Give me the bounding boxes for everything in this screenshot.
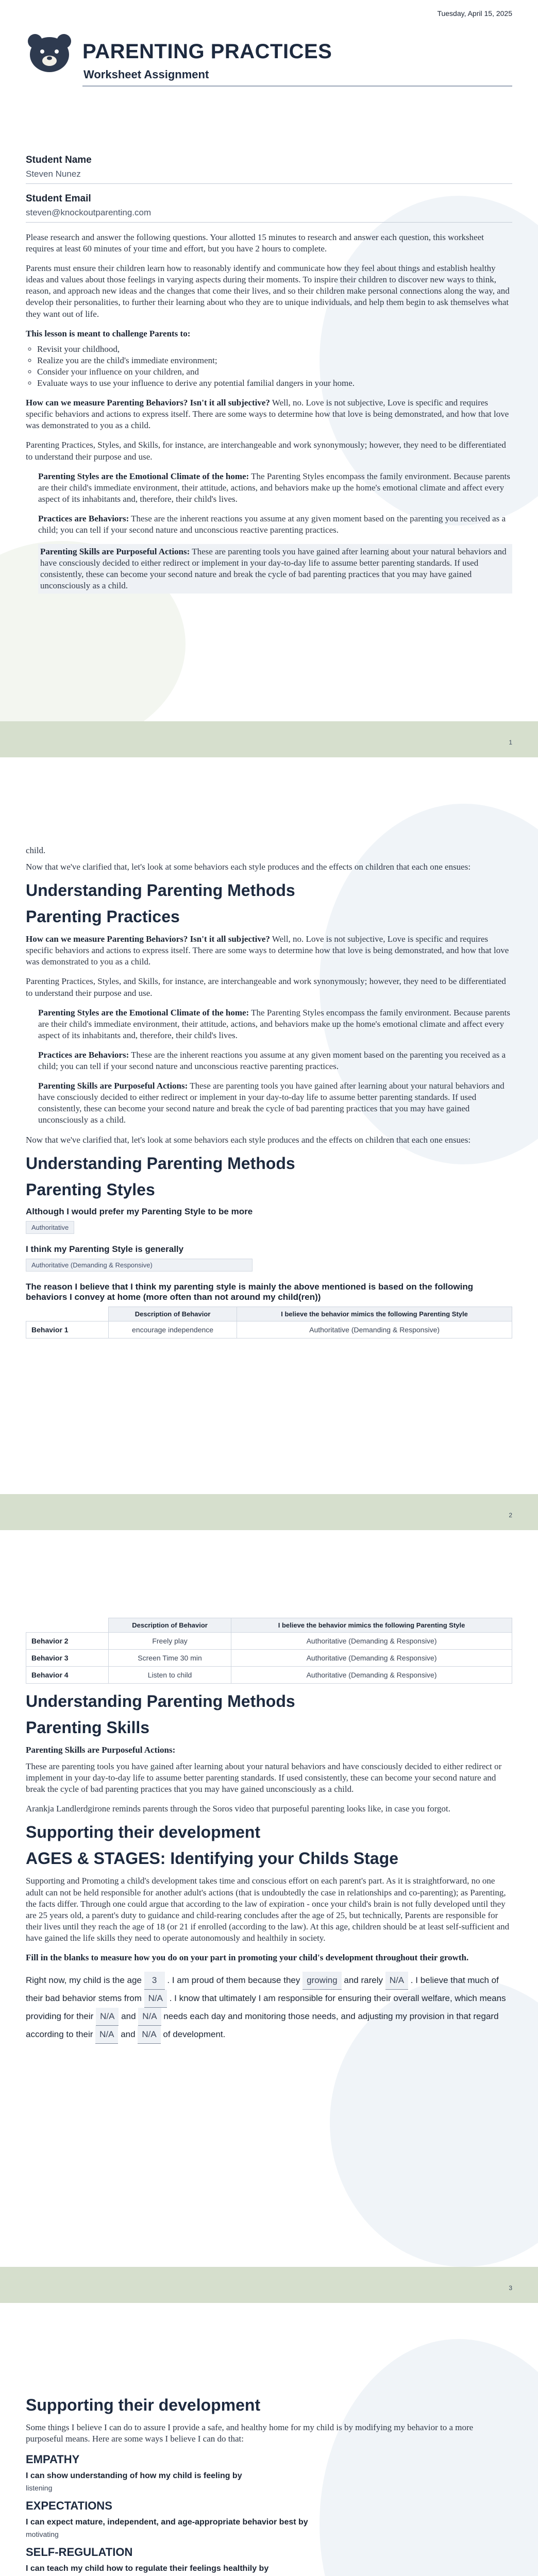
- behavior-table: [26, 1618, 512, 1684]
- student-name-field[interactable]: Steven Nunez: [26, 166, 512, 184]
- title-divider: [82, 86, 512, 87]
- measure-paragraph: [26, 397, 512, 431]
- fill-text: . I know that ultimately I am responsible for ensuring their overall welfare, which means providing for their: [26, 1993, 506, 2022]
- behavior-table: [26, 1307, 512, 1338]
- list-item: ◦ Revisit your childhood,: [37, 344, 512, 355]
- page-3-content: [26, 1618, 512, 2044]
- styles-definition: The Parenting Styles encompass the family environment. Because parents are their child's immediate environment, their attitude, actions, and behaviors make up the home's emotional climate and affect every aspect of its inhabitants and, therefore, their child's lives.: [38, 471, 510, 504]
- bad-behavior-source-blank[interactable]: N/A: [144, 1990, 167, 2008]
- bear-logo-icon: [24, 31, 75, 73]
- practices-definition: These are the inherent reactions you assume at any given moment based on the parenting you received as a child; you can tell if your second nature and unconscious reactive parenting practices.: [38, 1049, 506, 1072]
- page-2: [0, 762, 538, 1530]
- measure-answer: Well, no. Love is not subjective, Love is specific and requires specific behaviors and actions to express itself. There are some ways to determine how that love is being demonstrated, and how that love was demonstrated to you as a child.: [26, 398, 509, 431]
- behavior-description-cell[interactable]: Screen Time 30 min: [109, 1650, 231, 1667]
- practices-definition: These are the inherent reactions you assume at any given moment based on the parenting you received as a child; you can tell if your second nature and unconscious reactive parenting practices.: [38, 513, 506, 535]
- question-label: I can expect mature, independent, and age-appropriate behavior best by: [26, 2518, 308, 2527]
- recap-paragraph: Now that we've clarified that, let's look at some behaviors each style produces and the effects on children that each one ensues:: [26, 1134, 471, 1145]
- page-subtitle: Worksheet Assignment: [83, 68, 209, 81]
- column-header: Description of Behavior: [109, 1307, 237, 1321]
- section-heading: Parenting Practices: [26, 907, 180, 926]
- list-item: ◦ Realize you are the child's immediate environment;: [37, 355, 512, 366]
- fill-text: needs each day and monitoring those needs, and adjusting my provision in that regard according to their: [26, 2011, 499, 2040]
- page-number: 2: [509, 1512, 512, 1519]
- section-heading: Supporting their development: [26, 2396, 261, 2414]
- question-label: Although I would prefer my Parenting Style to be more: [26, 1206, 253, 1216]
- page-2-content: [26, 845, 512, 1347]
- fill-in-paragraph: [26, 1972, 512, 2044]
- page-4: [0, 2308, 538, 2576]
- practices-term: Practices are Behaviors:: [38, 1049, 129, 1060]
- list-item: ◦ Evaluate ways to use your influence to derive any potential familial dangers in your home.: [37, 378, 512, 389]
- preferred-style-field[interactable]: Authoritative: [26, 1221, 74, 1234]
- parenting-style-cell[interactable]: Authoritative (Demanding & Responsive): [237, 1321, 512, 1338]
- fill-text: and rarely: [344, 1975, 383, 1986]
- child-age-blank[interactable]: 3: [144, 1972, 165, 1990]
- question-label: I think my Parenting Style is generally: [26, 1244, 184, 1254]
- answer-field[interactable]: motivating: [26, 2530, 59, 2539]
- student-email-label: Student Email: [26, 193, 91, 204]
- parenting-style-cell[interactable]: Authoritative (Demanding & Responsive): [231, 1633, 512, 1650]
- skills-term: Parenting Skills are Purposeful Actions:: [40, 547, 190, 557]
- row-label: Behavior 2: [26, 1633, 109, 1650]
- behavior-description-cell[interactable]: Freely play: [109, 1633, 231, 1650]
- ages-paragraph: Supporting and Promoting a child's development takes time and conscious effort on each parent's part. As it is straightforward, no one adult can not be held responsible for another adult's actions (that is undoubtedly the case in relationships and co-parenting); as Parenting, the facts differ. Through one could argue that according to the law of expiration - once your child's brain is not fully developed until they are 25 years old, a parent's duty to guidance and child-rearing concludes after the age of 25, but technically, Parents are responsible for their lives until they reach the age of 18 (or 21 if enrolled (according to the law). At this age, children should be at least self-sufficient and have gained the life skills they need to operate autonomously and healthily in society.: [26, 1876, 510, 1943]
- page-band: [0, 721, 538, 757]
- answer-field[interactable]: listening: [26, 2484, 53, 2493]
- skills-definition: These are parenting tools you have gained after learning about your natural behaviors and have consciously decided to either redirect or implement in your day-to-day life to assume better parenting standards. If used consistently, these can become your second nature and break the cycle of bad parenting practices that you may have gained unconsciously as a child.: [40, 547, 507, 591]
- section-heading: Supporting their development: [26, 1823, 261, 1842]
- video-note: Arankja Landlerdgirone reminds parents through the Soros video that purposeful parenting looks like, in case you forgot.: [26, 1804, 450, 1814]
- subsection-heading: EMPATHY: [26, 2453, 80, 2466]
- page-band: [0, 2267, 538, 2303]
- section-heading: AGES & STAGES: Identifying your Childs Stage: [26, 1849, 399, 1868]
- page-band: [0, 1494, 538, 1530]
- styles-paragraph: [38, 471, 512, 505]
- column-header: Description of Behavior: [109, 1618, 231, 1633]
- needs-blank-2[interactable]: N/A: [138, 2008, 161, 2026]
- question-label: The reason I believe that I think my parenting style is mainly the above mentioned is based on the following behaviors I convey at home (more often than not around my child(ren)): [26, 1281, 474, 1302]
- styles-term: Parenting Styles are the Emotional Climate of the home:: [38, 1007, 249, 1018]
- current-style-field[interactable]: Authoritative (Demanding & Responsive): [26, 1259, 253, 1272]
- styles-paragraph: [38, 1007, 512, 1041]
- rarely-blank[interactable]: N/A: [385, 1972, 408, 1990]
- intro-paragraph: Parents must ensure their children learn how to reasonably identify and communicate how they feel about things and establish healthy ideas and values about those feelings in varying aspects during their moments. To inspire their children to discover new ways to think, reason, and approach new ideas and the changes that come their lives, and so their children make personal connections along the way, and develop their personalities, to further their learning about who they are to unique individuals, and help them begin to ask themselves what they want out of life.: [26, 263, 510, 319]
- practices-paragraph: [38, 1049, 512, 1072]
- skills-term: Parenting Skills are Purposeful Actions:: [38, 1081, 188, 1091]
- practices-term: Practices are Behaviors:: [38, 513, 129, 523]
- skills-definition: These are parenting tools you have gained after learning about your natural behaviors and have consciously decided to either redirect or implement in your day-to-day life to assume better parenting standards. If used consistently, these can become your second nature and break the cycle of bad parenting practices that you may have gained unconsciously as a child.: [26, 1761, 502, 1794]
- styles-term: Parenting Styles are the Emotional Climate of the home:: [38, 471, 249, 481]
- page-1: [0, 0, 538, 757]
- table-corner: [26, 1307, 109, 1321]
- row-label: Behavior 4: [26, 1667, 109, 1684]
- list-item: ◦ Consider your influence on your children, and: [37, 366, 512, 378]
- column-header: I believe the behavior mimics the following Parenting Style: [231, 1618, 512, 1633]
- section-heading: Understanding Parenting Methods: [26, 1154, 295, 1173]
- question-label: I can teach my child how to regulate their feelings healthily by: [26, 2564, 269, 2573]
- practices-intro: Parenting Practices, Styles, and Skills, for instance, are interchangeable and work synonymously; however, they need to be differentiated to understand their purpose and use.: [26, 976, 506, 998]
- carryover-text: child.: [26, 845, 46, 855]
- page-number: 3: [509, 2284, 512, 2292]
- section-heading: Understanding Parenting Methods: [26, 1692, 295, 1710]
- section-heading: Understanding Parenting Methods: [26, 881, 295, 900]
- behavior-description-cell[interactable]: Listen to child: [109, 1667, 231, 1684]
- skills-definition: These are parenting tools you have gained after learning about your natural behaviors and have consciously decided to either redirect or implement in your day-to-day life to assume better parenting standards. If used consistently, these can become your second nature and break the cycle of bad parenting practices that you may have gained unconsciously as a child.: [38, 1081, 505, 1125]
- styles-definition: The Parenting Styles encompass the family environment. Because parents are their child's immediate environment, their attitude, actions, and behaviors make up the home's emotional climate and affect every aspect of its inhabitants and, therefore, their child's lives.: [38, 1007, 510, 1040]
- needs-blank-1[interactable]: N/A: [96, 2008, 119, 2026]
- student-name-label: Student Name: [26, 155, 92, 165]
- date: Tuesday, April 15, 2025: [437, 9, 512, 18]
- table-row: [26, 1633, 512, 1650]
- page-title: PARENTING PRACTICES: [82, 40, 332, 63]
- table-row: [26, 1667, 512, 1684]
- fill-text: and: [121, 2011, 136, 2022]
- question-label: I can show understanding of how my child is feeling by: [26, 2471, 242, 2481]
- parenting-style-cell[interactable]: Authoritative (Demanding & Responsive): [231, 1650, 512, 1667]
- column-header: I believe the behavior mimics the following Parenting Style: [237, 1307, 512, 1321]
- subsection-heading: SELF-REGULATION: [26, 2546, 133, 2559]
- fill-text: . I am proud of them because they: [167, 1975, 300, 1986]
- practices-intro: Parenting Practices, Styles, and Skills, for instance, are interchangeable and work synonymously; however, they need to be differentiated to understand their purpose and use.: [26, 440, 506, 462]
- section-heading: Parenting Styles: [26, 1180, 155, 1199]
- table-row: [26, 1321, 512, 1338]
- measure-answer: Well, no. Love is not subjective, Love is specific and requires specific behaviors and actions to express itself. There are some ways to determine how that love is being demonstrated, and how that love was demonstrated to you as a child.: [26, 934, 509, 967]
- fill-text: of development.: [163, 2029, 226, 2040]
- fill-instructions: Fill in the blanks to measure how you do on your part in promoting your child's development throughout their growth.: [26, 1953, 469, 1963]
- development-blank-2[interactable]: N/A: [138, 2026, 160, 2044]
- recap-paragraph: Now that we've clarified that, let's look at some behaviors each style produces and the effects on children that each one ensues:: [26, 862, 471, 872]
- table-corner: [26, 1618, 109, 1633]
- page-3: [0, 1535, 538, 2303]
- behavior-description-cell[interactable]: encourage independence: [109, 1321, 237, 1338]
- intro-paragraph: Please research and answer the following questions. Your allotted 15 minutes to research and answer each question, this worksheet requires at least 60 minutes of your time and effort, but you have 2 hours to complete.: [26, 232, 484, 254]
- measure-question: How can we measure Parenting Behaviors? Isn't it all subjective?: [26, 934, 270, 944]
- support-paragraph: Some things I believe I can do to assure I provide a safe, and healthy home for my child is by modifying my behavior to a more purposeful means. Here are some ways I believe I can do that:: [26, 2422, 474, 2444]
- subsection-heading: EXPECTATIONS: [26, 2499, 112, 2513]
- fill-text: . I believe that much of their bad behavior stems from: [26, 1975, 499, 2004]
- page-1-content: [26, 155, 512, 602]
- practices-paragraph: [38, 513, 512, 536]
- skills-paragraph: [38, 544, 512, 594]
- parenting-style-cell[interactable]: Authoritative (Demanding & Responsive): [231, 1667, 512, 1684]
- fill-text: Right now, my child is the age: [26, 1975, 142, 1986]
- fill-text: and: [121, 2029, 136, 2040]
- row-label: Behavior 1: [26, 1321, 109, 1338]
- skills-paragraph: [38, 1080, 512, 1126]
- development-blank-1[interactable]: N/A: [95, 2026, 118, 2044]
- student-email-field[interactable]: steven@knockoutparenting.com: [26, 205, 512, 223]
- measure-question: How can we measure Parenting Behaviors? Isn't it all subjective?: [26, 398, 270, 408]
- page-4-content: [26, 2391, 512, 2576]
- page-number: 1: [509, 739, 512, 746]
- proud-reason-blank[interactable]: growing: [302, 1972, 342, 1990]
- section-heading: Parenting Skills: [26, 1718, 150, 1737]
- row-label: Behavior 3: [26, 1650, 109, 1667]
- table-row: [26, 1650, 512, 1667]
- challenge-list: [37, 344, 512, 389]
- skills-term: Parenting Skills are Purposeful Actions:: [26, 1745, 176, 1755]
- challenge-heading: This lesson is meant to challenge Parents to:: [26, 328, 191, 338]
- measure-paragraph: [26, 934, 512, 968]
